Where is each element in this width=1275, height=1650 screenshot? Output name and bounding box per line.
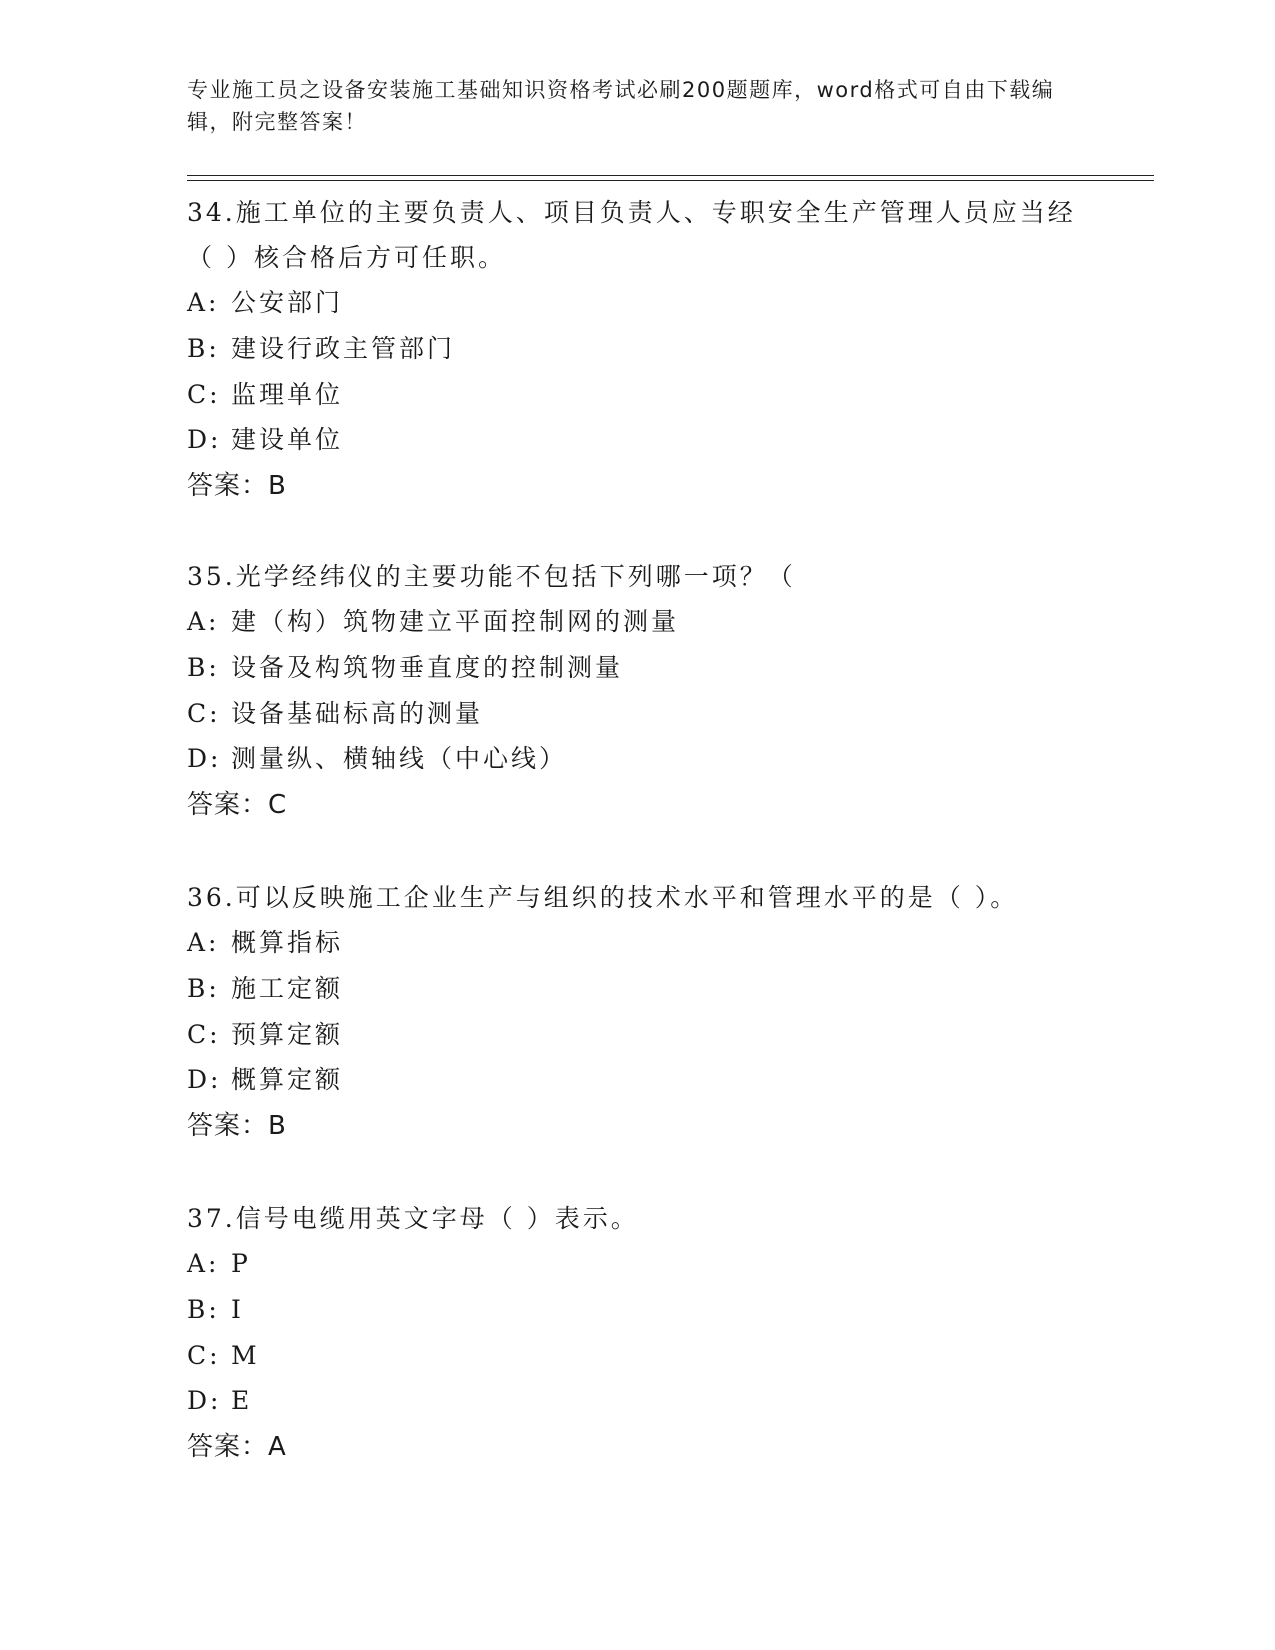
option-c (187, 372, 1087, 418)
option-text: 概算定额 (231, 1065, 344, 1095)
header-divider-top (187, 175, 1154, 176)
option-a (187, 1241, 1087, 1287)
question-stem: 37.信号电缆用英文字母（ ）表示。 (187, 1204, 639, 1233)
option-label: A: (187, 928, 220, 957)
option-text: 设备基础标高的测量 (231, 698, 484, 728)
option-b (187, 645, 1087, 691)
option-b (187, 966, 1087, 1012)
question-37 (187, 1196, 1087, 1470)
answer-line: 答案：A (187, 1432, 287, 1463)
option-text: I (231, 1294, 244, 1324)
answer-line: 答案：B (187, 1111, 287, 1142)
option-label: C: (187, 698, 221, 728)
option-text: 监理单位 (231, 379, 344, 409)
option-label: C: (187, 1340, 221, 1370)
option-a (187, 920, 1087, 966)
question-35 (187, 554, 1087, 828)
question-34 (187, 190, 1087, 509)
option-text: 预算定额 (231, 1019, 344, 1049)
option-label: B: (187, 333, 220, 363)
option-label: C: (187, 1019, 221, 1049)
option-c (187, 1333, 1087, 1379)
option-label: D: (187, 1065, 222, 1095)
answer-line: 答案：C (187, 790, 288, 821)
option-a (187, 280, 1087, 326)
option-text: 建设单位 (231, 425, 344, 455)
option-text: 建设行政主管部门 (231, 333, 456, 363)
option-label: C: (187, 379, 221, 409)
option-d (187, 1378, 1087, 1424)
question-stem: 35.光学经纬仪的主要功能不包括下列哪一项？（ (187, 562, 796, 591)
option-text: 测量纵、横轴线（中心线） (231, 744, 568, 774)
option-label: D: (187, 1386, 222, 1416)
option-label: B: (187, 652, 220, 682)
answer-line: 答案：B (187, 471, 287, 502)
option-text: 公安部门 (231, 288, 344, 317)
document-header: 专业施工员之设备安装施工基础知识资格考试必刷200题题库，word格式可自由下载编辑，附完整答案！ (187, 78, 1055, 134)
option-d (187, 1057, 1087, 1103)
option-label: B: (187, 1294, 220, 1324)
option-text: 设备及构筑物垂直度的控制测量 (231, 652, 624, 682)
question-36 (187, 875, 1087, 1149)
option-b (187, 326, 1087, 372)
option-text: 建（构）筑物建立平面控制网的测量 (231, 607, 680, 636)
option-label: D: (187, 425, 222, 455)
option-label: B: (187, 973, 220, 1003)
option-text: 概算指标 (231, 928, 344, 957)
option-c (187, 1012, 1087, 1058)
option-text: M (231, 1340, 260, 1370)
option-a (187, 599, 1087, 645)
option-text: 施工定额 (231, 973, 344, 1003)
question-stem: 36.可以反映施工企业生产与组织的技术水平和管理水平的是（ ）。 (187, 883, 1019, 912)
option-text: P (231, 1249, 251, 1278)
option-text: E (231, 1386, 253, 1416)
option-label: D: (187, 744, 222, 774)
option-d (187, 736, 1087, 782)
header-divider-bottom (187, 180, 1154, 181)
option-label: A: (187, 607, 220, 636)
option-d (187, 417, 1087, 463)
option-c (187, 691, 1087, 737)
option-b (187, 1287, 1087, 1333)
option-label: A: (187, 288, 220, 317)
question-stem: 34.施工单位的主要负责人、项目负责人、专职安全生产管理人员应当经（ ）核合格后方可任职。 (187, 198, 1076, 272)
option-label: A: (187, 1249, 220, 1278)
